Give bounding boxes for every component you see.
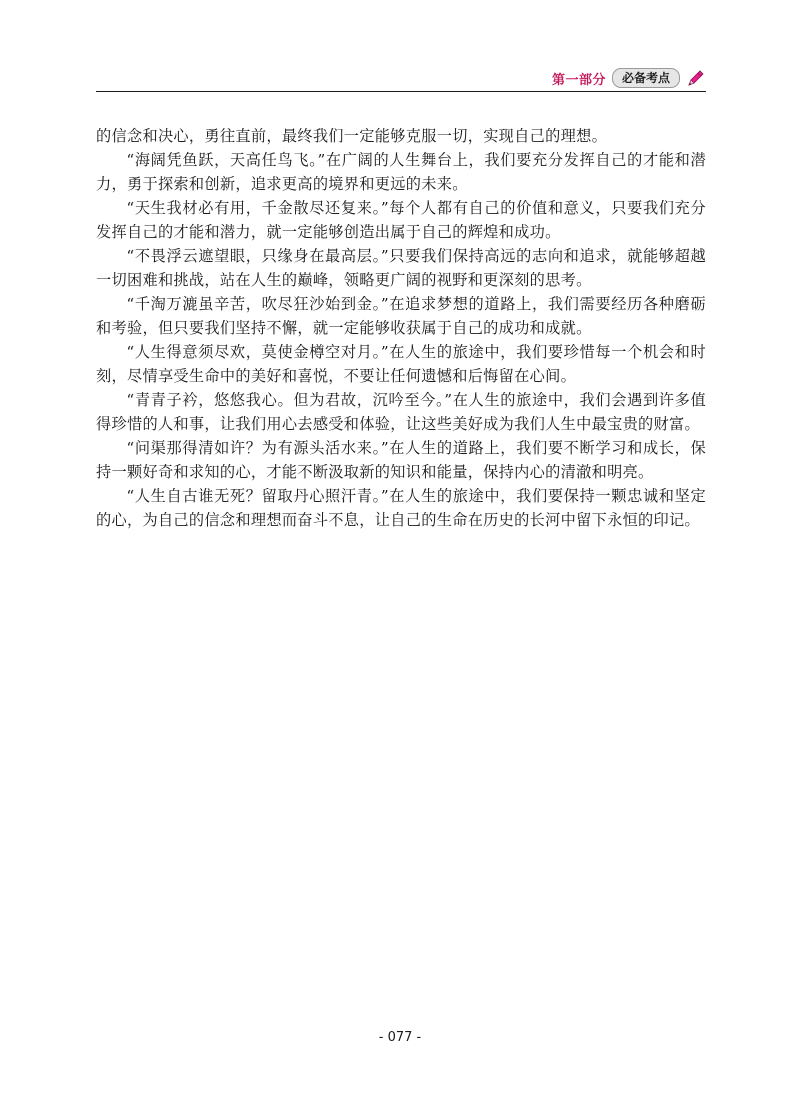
paragraph: “不畏浮云遮望眼，只缘身在最高层。”只要我们保持高远的志向和追求，就能够超越一切困难和挑战，站在人生的巅峰，领略更广阔的视野和更深刻的思考。 — [96, 247, 706, 289]
page-header — [96, 66, 706, 92]
paragraph: “千淘万漉虽辛苦，吹尽狂沙始到金。”在追求梦想的道路上，我们需要经历各种磨砺和考验，但只要我们坚持不懈，就一定能够收获属于自己的成功和成就。 — [96, 295, 706, 337]
paragraph: “青青子衿，悠悠我心。但为君故，沉吟至今。”在人生的旅途中，我们会遇到许多值得珍惜的人和事，让我们用心去感受和体验，让这些美好成为我们人生中最宝贵的财富。 — [96, 391, 706, 433]
header-divider — [96, 91, 706, 92]
header-title-group — [552, 68, 706, 88]
paragraph: “海阔凭鱼跃，天高任鸟飞。”在广阔的人生舞台上，我们要充分发挥自己的才能和潜力，勇于探索和创新，追求更高的境界和更远的未来。 — [96, 151, 706, 193]
paragraph: “人生得意须尽欢，莫使金樽空对月。”在人生的旅途中，我们要珍惜每一个机会和时刻，尽情享受生命中的美好和喜悦，不要让任何遗憾和后悔留在心间。 — [96, 343, 706, 385]
paragraph: “人生自古谁无死？留取丹心照汗青。”在人生的旅途中，我们要保持一颗忠诚和坚定的心，为自己的信念和理想而奋斗不息，让自己的生命在历史的长河中留下永恒的印记。 — [96, 487, 706, 529]
paragraph: “天生我材必有用，千金散尽还复来。”每个人都有自己的价值和意义，只要我们充分发挥自己的才能和潜力，就一定能够创造出属于自己的辉煌和成功。 — [96, 199, 706, 241]
section-label: 第一部分 — [551, 72, 606, 88]
main-text — [96, 124, 706, 532]
paragraph-continued: 的信念和决心，勇往直前，最终我们一定能够克服一切，实现自己的理想。 — [96, 127, 608, 145]
page-number: - 077 - — [378, 1030, 422, 1045]
pencil-icon — [686, 68, 706, 88]
paragraph: “问渠那得清如许？为有源头活水来。”在人生的道路上，我们要不断学习和成长，保持一颗好奇和求知的心，才能不断汲取新的知识和能量，保持内心的清澈和明亮。 — [96, 439, 706, 481]
topic-badge: 必备考点 — [612, 68, 680, 88]
